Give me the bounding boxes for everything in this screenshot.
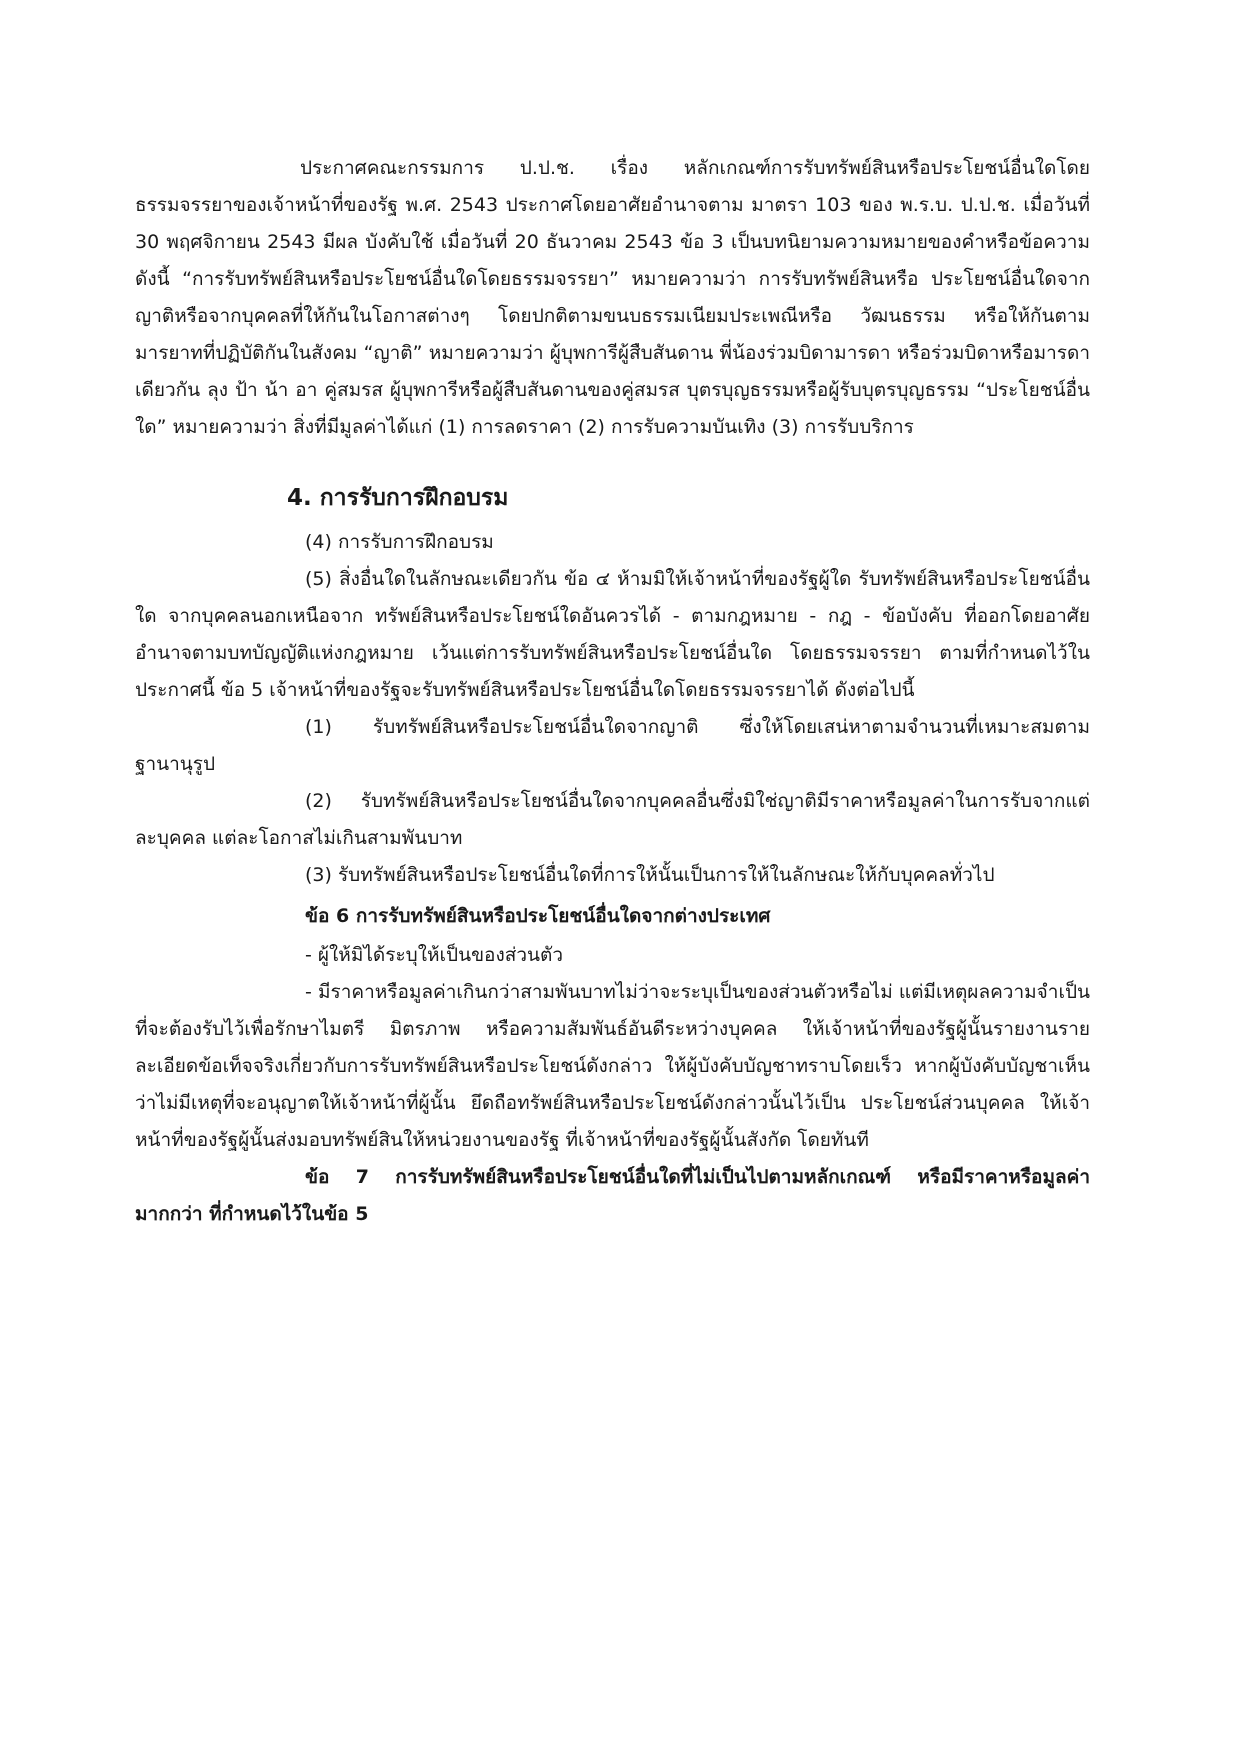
rule-2-non-relatives: (2) รับทรัพย์สินหรือประโยชน์อื่นใดจากบุคคลอื่นซึ่งมิใช่ญาติมีราคาหรือมูลค่าในการรับจากแต่ ละบุคคล แต่ละโอกาสไม่เกินสามพันบาท [135, 790, 1090, 849]
clause-6-bullet-1: - ผู้ให้มิได้ระบุให้เป็นของส่วนตัว [305, 944, 564, 966]
clause-6-bullet-2: - มีราคาหรือมูลค่าเกินกว่าสามพันบาทไม่ว่าจะระบุเป็นของส่วนตัวหรือไม่ แต่มีเหตุผลความจำเป็นที่จะต้องรับไว้เพื่อรักษาไมตรี มิตรภาพ หรือความสัมพันธ์อันดีระหว่างบุคคล ให้เจ้าหน้าที่ของรัฐผู้นั้นรายงานรายละเอียดข้อเท็จจริงเกี่ยวกับการรับทรัพย์สินหรือประโยชน์ดังกล่าว ให้ผู้บังคับบัญชาทราบโดยเร็ว หากผู้บังคับบัญชาเห็นว่าไม่มีเหตุที่จะอนุญาตให้เจ้าหน้าที่ผู้นั้น ยึดถือทรัพย์สินหรือประโยชน์ดังกล่าวนั้นไว้เป็น ประโยชน์ส่วนบุคคล ให้เจ้าหน้าที่ของรัฐผู้นั้นส่งมอบทรัพย์สินให้หน่วยงานของรัฐ ที่เจ้าหน้าที่ของรัฐผู้นั้นสังกัด โดยทันที [135, 981, 1090, 1151]
clause-6-heading: ข้อ 6 การรับทรัพย์สินหรือประโยชน์อื่นใดจากต่างประเทศ [305, 905, 771, 927]
item-4-training: (4) การรับการฝึกอบรม [305, 531, 494, 553]
clause-7-heading: ข้อ 7 การรับทรัพย์สินหรือประโยชน์อื่นใดที่ไม่เป็นไปตามหลักเกณฑ์ หรือมีราคาหรือมูลค่ามากกว่า ที่กำหนดไว้ในข้อ 5 [135, 1166, 1090, 1225]
section-heading-training: 4. การรับการฝึกอบรม [287, 485, 509, 511]
rule-3-general-public: (3) รับทรัพย์สินหรือประโยชน์อื่นใดที่การให้นั้นเป็นการให้ในลักษณะให้กับบุคคลทั่วไป [305, 864, 995, 886]
item-5-paragraph: (5) สิ่งอื่นใดในลักษณะเดียวกัน ข้อ ๔ ห้ามมิให้เจ้าหน้าที่ของรัฐผู้ใด รับทรัพย์สินหรือประโยชน์อื่นใด จากบุคคลนอกเหนือจาก ทรัพย์สินหรือประโยชน์ใดอันควรได้ - ตามกฎหมาย - กฎ - ข้อบังคับ ที่ออกโดยอาศัยอำนาจตามบทบัญญัติแห่งกฎหมาย เว้นแต่การรับทรัพย์สินหรือประโยชน์อื่นใด โดยธรรมจรรยา ตามที่กำหนดไว้ในประกาศนี้ ข้อ 5 เจ้าหน้าที่ของรัฐจะรับทรัพย์สินหรือประโยชน์อื่นใดโดยธรรมจรรยาได้ ดังต่อไปนี้ [135, 568, 1090, 701]
document-body [135, 150, 1090, 1233]
rule-1-relatives: (1) รับทรัพย์สินหรือประโยชน์อื่นใดจากญาติ ซึ่งให้โดยเสน่หาตามจำนวนที่เหมาะสมตามฐานานุรูป [135, 716, 1090, 775]
intro-paragraph: ประกาศคณะกรรมการ ป.ป.ช. เรื่อง หลักเกณฑ์การรับทรัพย์สินหรือประโยชน์อื่นใดโดยธรรมจรรยาของเจ้าหน้าที่ของรัฐ พ.ศ. 2543 ประกาศโดยอาศัยอำนาจตาม มาตรา 103 ของ พ.ร.บ. ป.ป.ช. เมื่อวันที่ 30 พฤศจิกายน 2543 มีผล บังคับใช้ เมื่อวันที่ 20 ธันวาคม 2543 ข้อ 3 เป็นบทนิยามความหมายของคำหรือข้อความ ดังนี้ “การรับทรัพย์สินหรือประโยชน์อื่นใดโดยธรรมจรรยา” หมายความว่า การรับทรัพย์สินหรือ ประโยชน์อื่นใดจากญาติหรือจากบุคคลที่ให้กันในโอกาสต่างๆ โดยปกติตามขนบธรรมเนียมประเพณีหรือ วัฒนธรรม หรือให้กันตามมารยาทที่ปฏิบัติกันในสังคม “ญาติ” หมายความว่า ผู้บุพการีผู้สืบสันดาน พี่น้องร่วมบิดามารดา หรือร่วมบิดาหรือมารดา เดียวกัน ลุง ป้า น้า อา คู่สมรส ผู้บุพการีหรือผู้สืบสันดานของคู่สมรส บุตรบุญธรรมหรือผู้รับบุตรบุญธรรม “ประโยชน์อื่นใด” หมายความว่า สิ่งที่มีมูลค่าได้แก่ (1) การลดราคา (2) การรับความบันเทิง (3) การรับบริการ [135, 157, 1090, 438]
